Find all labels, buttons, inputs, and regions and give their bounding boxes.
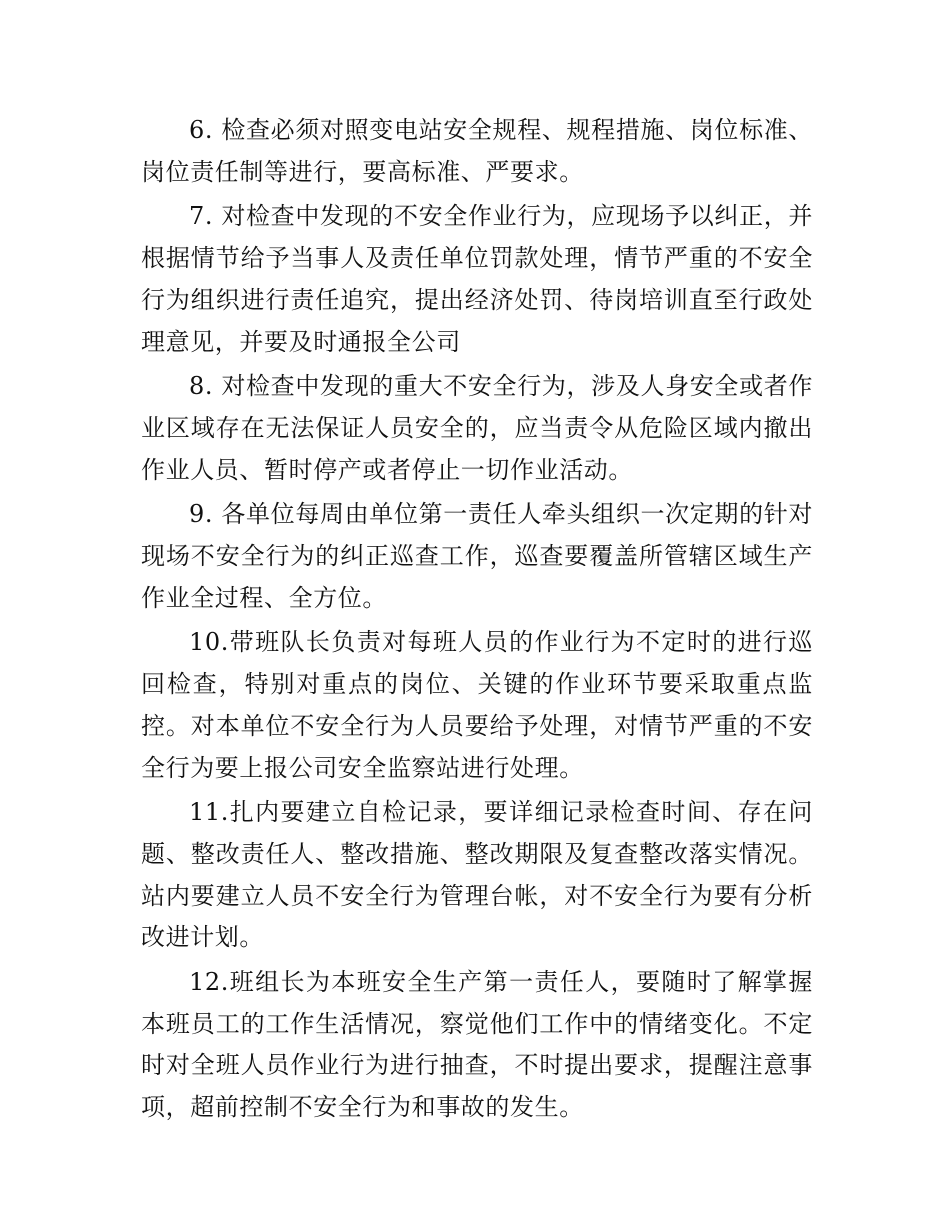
paragraph-item-12: 12.班组长为本班安全生产第一责任人，要随时了解掌握本班员工的工作生活情况，察觉他们工作中的情绪变化。不定时对全班人员作业行为进行抽查，不时提出要求，提醒注意事项，超前控制不安全行为和事故的发生。: [141, 968, 813, 1122]
paragraph-item-9: 9. 各单位每周由单位第一责任人牵头组织一次定期的针对现场不安全行为的纠正巡查工作，巡查要覆盖所管辖区域生产作业全过程、全方位。: [141, 500, 813, 612]
paragraph-item-8: 8. 对检查中发现的重大不安全行为，涉及人身安全或者作业区域存在无法保证人员安全的，应当责令从危险区域内撤出作业人员、暂时停产或者停止一切作业活动。: [141, 372, 813, 484]
paragraph-item-10: 10.带班队长负责对每班人员的作业行为不定时的进行巡回检查，特别对重点的岗位、关键的作业环节要采取重点监控。对本单位不安全行为人员要给予处理，对情节严重的不安全行为要上报公司安全监察站进行处理。: [141, 628, 813, 782]
paragraph-item-6: 6. 检查必须对照变电站安全规程、规程措施、岗位标准、岗位责任制等进行，要高标准、严要求。: [141, 116, 813, 186]
document-body: [141, 110, 813, 1132]
paragraph-item-7: 7. 对检查中发现的不安全作业行为，应现场予以纠正，并根据情节给予当事人及责任单位罚款处理，情节严重的不安全行为组织进行责任追究，提出经济处罚、待岗培训直至行政处理意见，并要及时通报全公司: [141, 202, 813, 356]
paragraph-item-11: 11.扎内要建立自检记录，要详细记录检查时间、存在问题、整改责任人、整改措施、整改期限及复查整改落实情况。站内要建立人员不安全行为管理台帐，对不安全行为要有分析改进计划。: [141, 798, 813, 952]
